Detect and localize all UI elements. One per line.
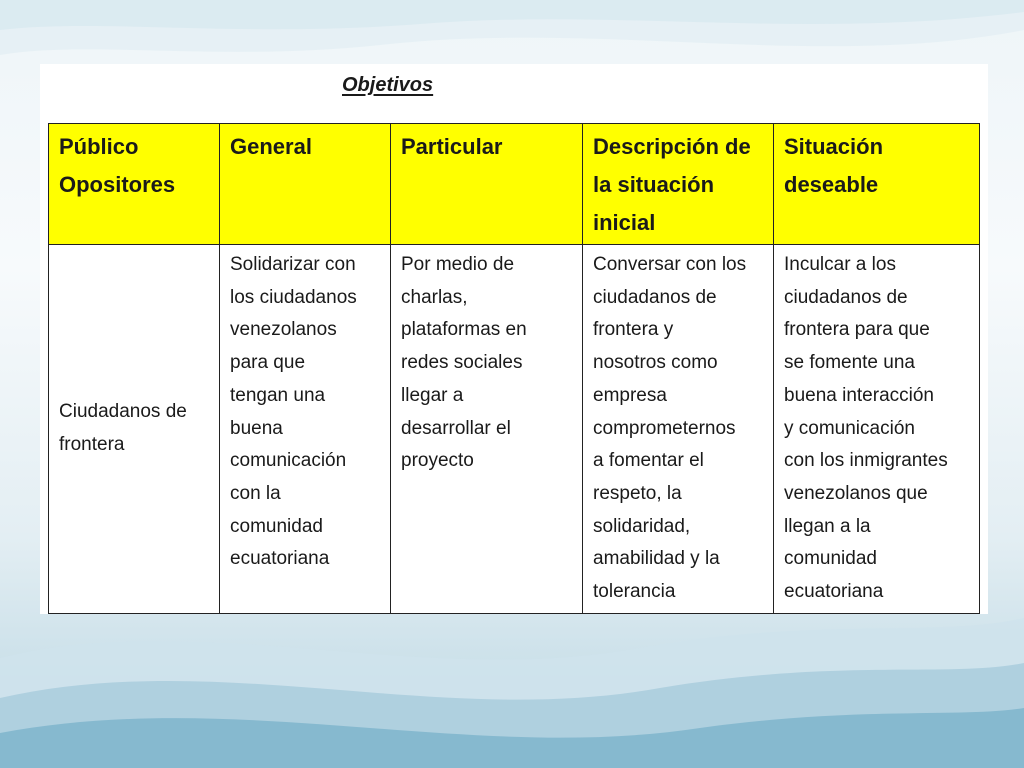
header-situacion-deseable: Situación deseable bbox=[774, 124, 980, 245]
header-general: General bbox=[220, 124, 391, 245]
header-descripcion-situacion-inicial: Descripción de la situación inicial bbox=[583, 124, 774, 245]
cell-publico: Ciudadanos de frontera bbox=[49, 245, 220, 614]
cell-descripcion: Conversar con los ciudadanos de frontera y nosotros como empresa comprometernos a fomentar el respeto, la solidaridad, amabilidad y la tolerancia bbox=[583, 245, 774, 614]
table-row bbox=[49, 245, 980, 614]
table-header-row bbox=[49, 124, 980, 245]
header-publico-opositores: Público Opositores bbox=[49, 124, 220, 245]
cell-situacion-deseable: Inculcar a los ciudadanos de frontera para que se fomente una buena interacción y comunicación con los inmigrantes venezolanos que llegan a la comunidad ecuatoriana bbox=[774, 245, 980, 614]
slide-title: Objetivos bbox=[342, 74, 434, 96]
cell-general: Solidarizar con los ciudadanos venezolanos para que tengan una buena comunicación con la comunidad ecuatoriana bbox=[220, 245, 391, 614]
cell-particular: Por medio de charlas, plataformas en redes sociales llegar a desarrollar el proyecto bbox=[391, 245, 583, 614]
slide-content bbox=[40, 64, 988, 614]
objectives-table bbox=[48, 123, 980, 614]
header-particular: Particular bbox=[391, 124, 583, 245]
